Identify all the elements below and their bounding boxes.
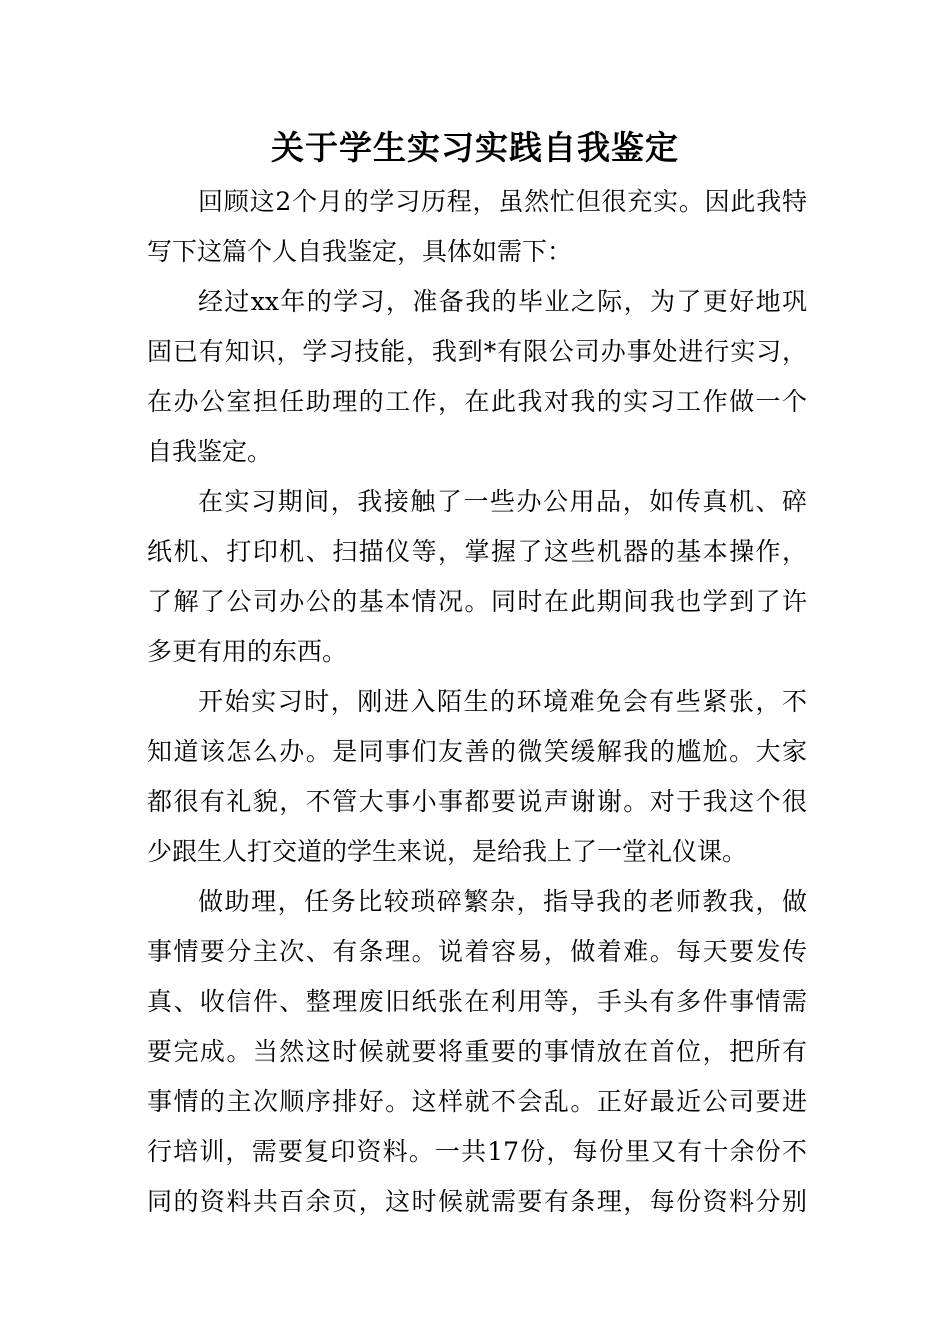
paragraph-line: 经过xx年的学习，准备我的毕业之际，为了更好地巩 (198, 287, 807, 316)
paragraph-line: 少跟生人打交道的学生来说，是给我上了一堂礼仪课。 (147, 837, 748, 866)
document-title: 关于学生实习实践自我鉴定 (271, 128, 679, 167)
paragraph-line: 固已有知识，学习技能，我到*有限公司办事处进行实习， (147, 337, 807, 366)
paragraph-line: 写下这篇个人自我鉴定，具体如需下： (147, 237, 573, 266)
paragraph-line: 纸机、打印机、扫描仪等，掌握了这些机器的基本操作， (147, 537, 807, 566)
paragraph-line: 回顾这2个月的学习历程，虽然忙但很充实。因此我特 (198, 187, 807, 216)
paragraph-line: 了解了公司办公的基本情况。同时在此期间我也学到了许 (147, 587, 807, 616)
paragraph-line: 做助理，任务比较琐碎繁杂，指导我的老师教我，做 (198, 887, 807, 916)
paragraph-line: 自我鉴定。 (147, 437, 273, 466)
paragraph-line: 多更有用的东西。 (147, 637, 348, 666)
paragraph-line: 要完成。当然这时候就要将重要的事情放在首位，把所有 (147, 1037, 807, 1066)
paragraph-line: 行培训，需要复印资料。一共17份，每份里又有十余份不 (147, 1137, 807, 1166)
paragraph-line: 都很有礼貌，不管大事小事都要说声谢谢。对于我这个很 (147, 787, 807, 816)
paragraph-line: 在办公室担任助理的工作，在此我对我的实习工作做一个 (147, 387, 807, 416)
paragraph-line: 开始实习时，刚进入陌生的环境难免会有些紧张，不 (198, 687, 807, 716)
paragraph-line: 事情要分主次、有条理。说着容易，做着难。每天要发传 (147, 937, 807, 966)
paragraph-line: 事情的主次顺序排好。这样就不会乱。正好最近公司要进 (147, 1087, 807, 1116)
paragraph-line: 同的资料共百余页，这时候就需要有条理，每份资料分别 (147, 1187, 807, 1216)
paragraph-line: 知道该怎么办。是同事们友善的微笑缓解我的尴尬。大家 (147, 737, 807, 766)
paragraph-line: 真、收信件、整理废旧纸张在利用等，手头有多件事情需 (147, 987, 807, 1016)
paragraph-line: 在实习期间，我接触了一些办公用品，如传真机、碎 (198, 487, 807, 516)
